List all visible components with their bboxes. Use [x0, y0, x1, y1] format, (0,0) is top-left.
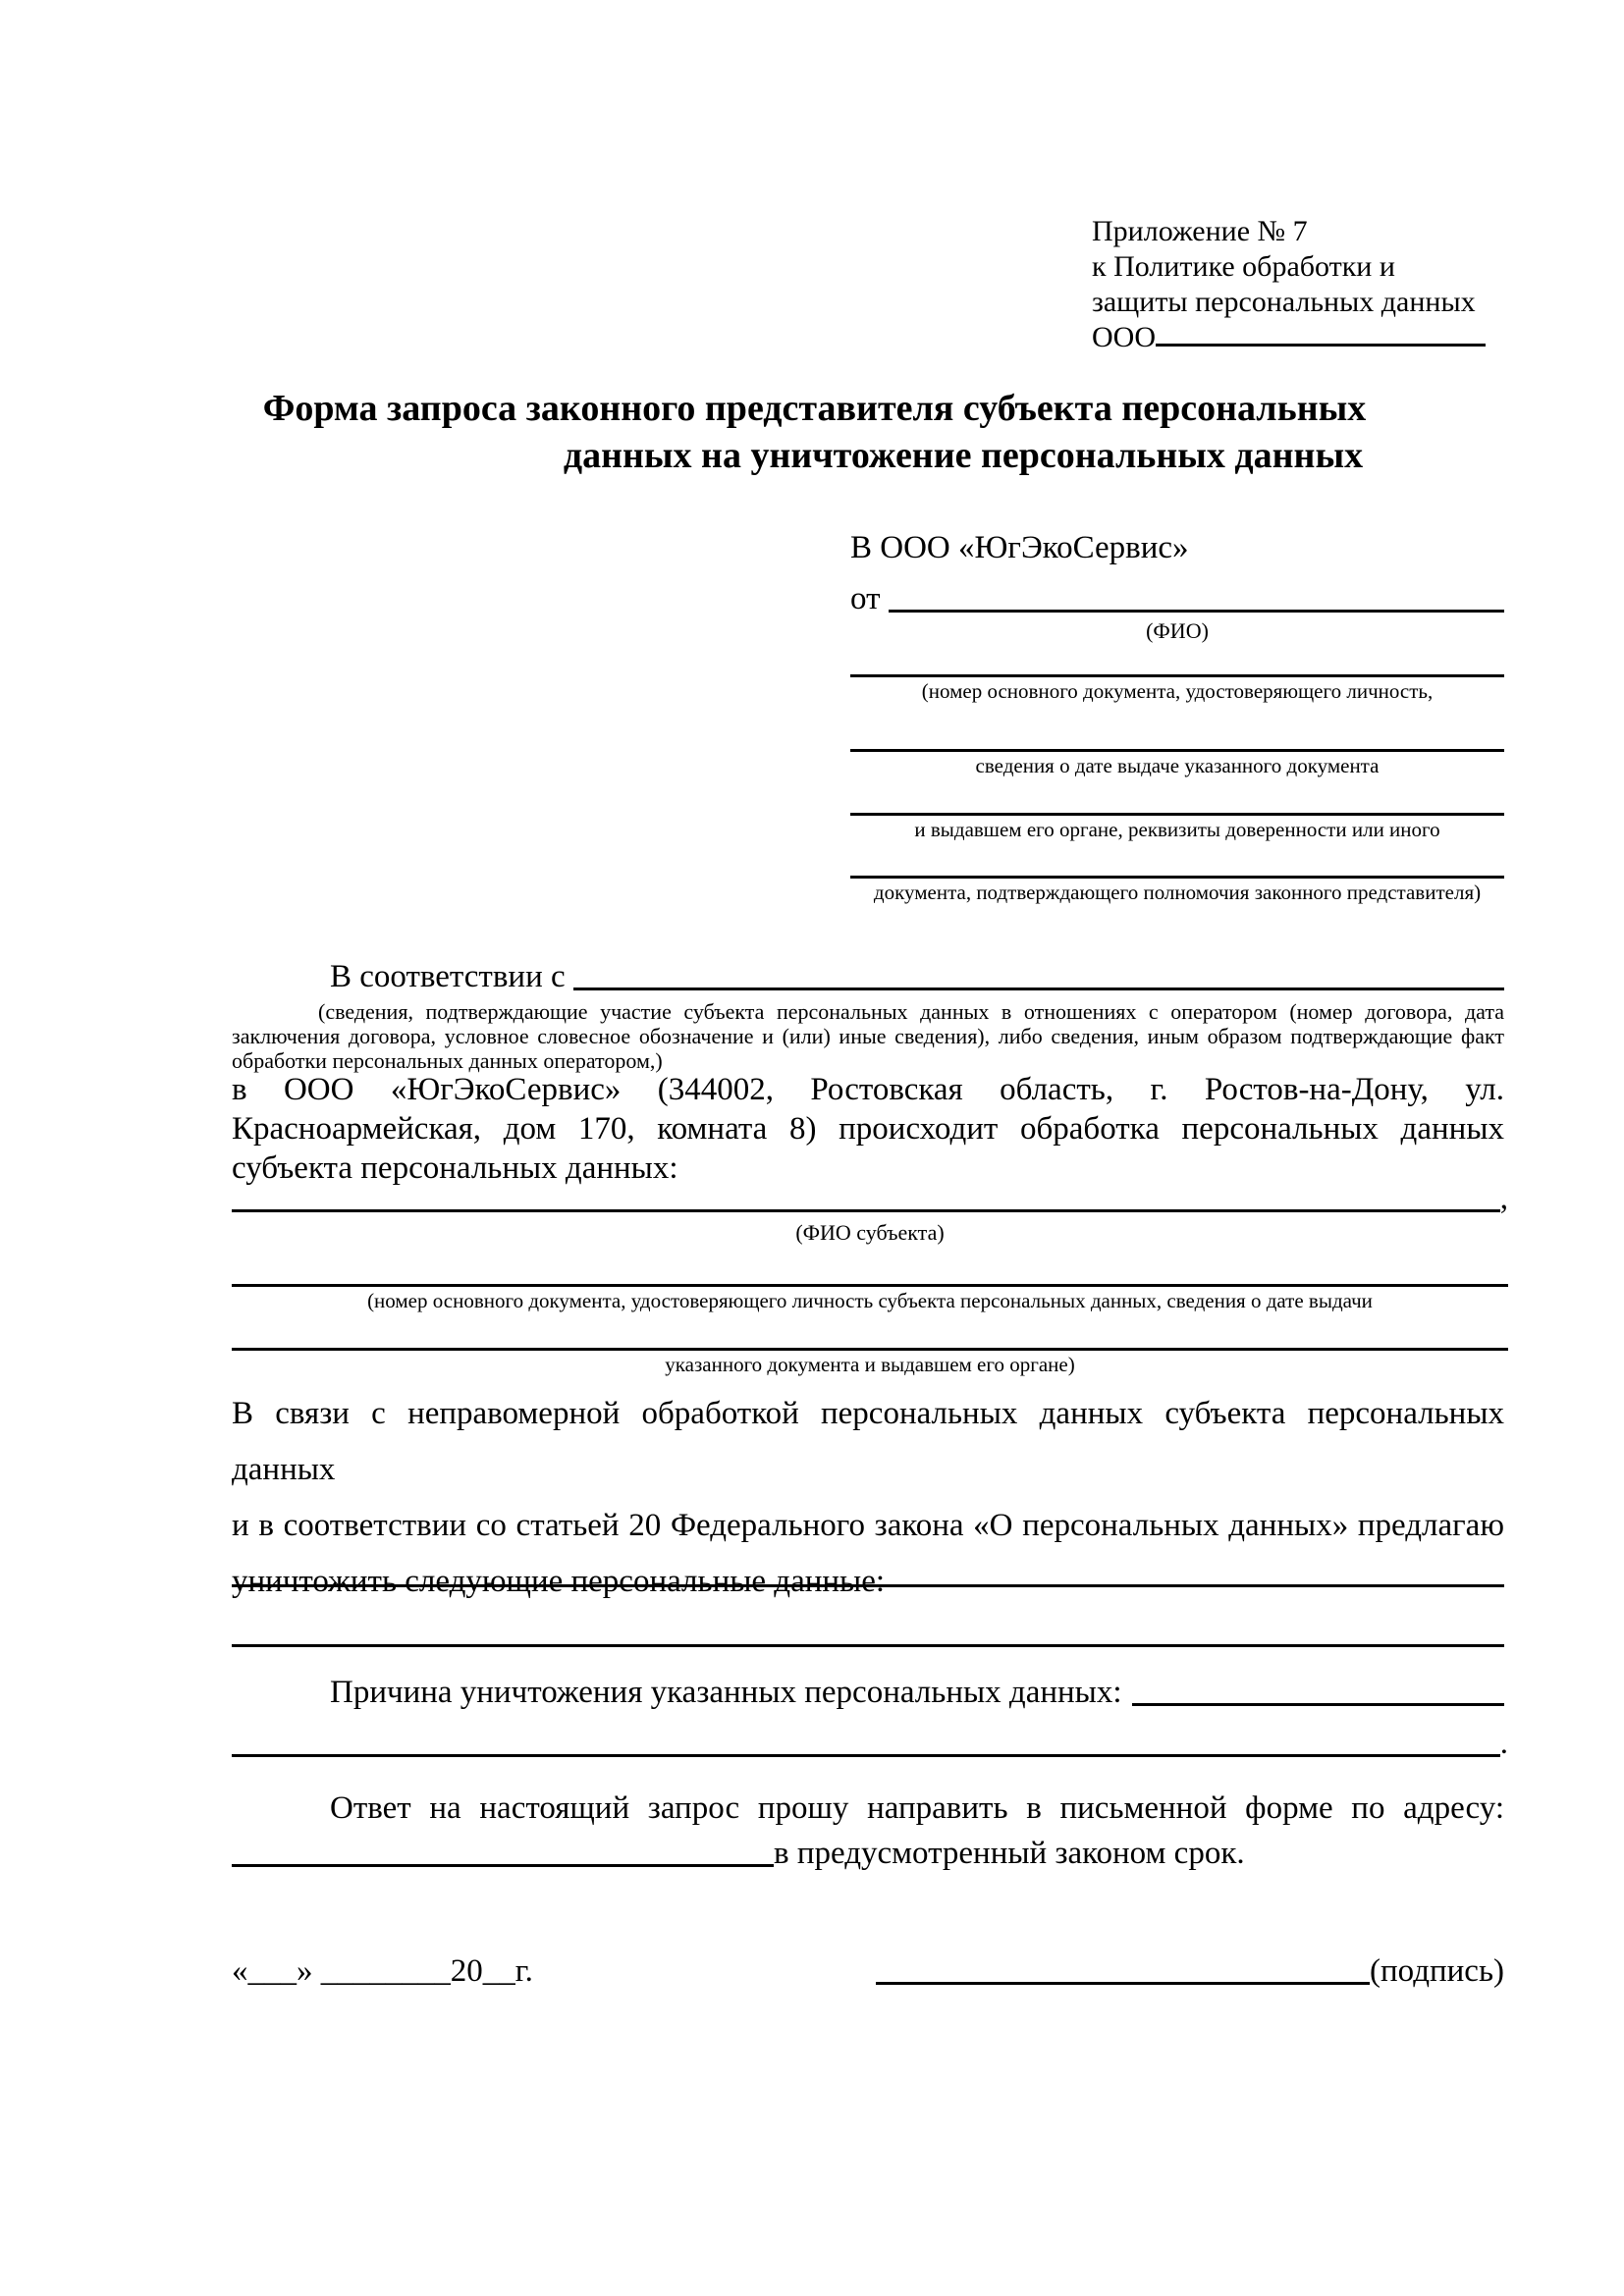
trailing-period: .: [1499, 1726, 1508, 1761]
reason-row: [232, 1671, 1504, 1714]
blank-line: [850, 749, 1504, 752]
org-prefix: ООО: [1092, 321, 1156, 353]
blank-group-2: [850, 749, 1504, 778]
subject-doc-group-1: [232, 1284, 1508, 1313]
request-paragraph: [232, 1386, 1504, 1610]
date-template: «___» ________20__г.: [232, 1953, 533, 1989]
addressee-to: В ООО «ЮгЭкоСервис»: [850, 530, 1189, 565]
appendix-header: [1092, 214, 1514, 355]
caption-subject-doc2: указанного документа и выдавшем его органе): [665, 1353, 1075, 1376]
blank-group-3: [850, 813, 1504, 842]
reason-continuation-blank: [232, 1754, 1500, 1757]
request-line3: уничтожить следующие персональные данные:: [232, 1564, 886, 1599]
footer-row: [232, 1951, 1504, 1991]
accordance-blank: [573, 988, 1504, 990]
accordance-label: В соответствии с: [330, 959, 566, 994]
signature-caption: (подпись): [1370, 1953, 1504, 1989]
caption-id-number: (номер основного документа, удостоверяющего личность,: [921, 679, 1434, 703]
title-line1: Форма запроса законного представителя субъекта персональных: [262, 388, 1367, 429]
caption-subject-doc1: (номер основного документа, удостоверяющего личность субъекта персональных данных, сведения о дате выдачи: [367, 1289, 1373, 1312]
org-name-blank: [1156, 340, 1486, 347]
from-name-blank: [889, 610, 1504, 613]
address-row: [232, 1834, 1504, 1873]
request-line2: и в соответствии со статьей 20 Федерального закона «О персональных данных» предлагаю: [232, 1508, 1504, 1543]
signature-blank: [876, 1982, 1370, 1985]
appendix-number: Приложение № 7: [1092, 215, 1308, 247]
request-line1: В связи с неправомерной обработкой персональных данных субъекта персональных данных: [232, 1396, 1504, 1487]
blank-line: [850, 813, 1504, 816]
note-line3: обработки персональных данных оператором,): [232, 1048, 663, 1073]
blank-line: [232, 1284, 1508, 1287]
processing-paragraph: [232, 1070, 1504, 1188]
caption-fio: (ФИО): [1146, 618, 1209, 643]
reason-blank: [1132, 1703, 1504, 1706]
trailing-comma: ,: [1499, 1181, 1508, 1216]
caption-subject-fio: (ФИО субъекта): [795, 1220, 945, 1245]
from-row: [850, 579, 1504, 618]
data-blank-line-1: [232, 1584, 1504, 1587]
accordance-note: [232, 999, 1504, 1073]
subject-block: [232, 1179, 1508, 1377]
blank-group-1: [850, 674, 1504, 704]
address-blank: [232, 1864, 774, 1867]
subject-fio-blank: [232, 1209, 1500, 1212]
caption-authority-document: документа, подтверждающего полномочия законного представителя): [873, 881, 1482, 904]
accordance-row: [232, 957, 1504, 996]
blank-line: [232, 1348, 1508, 1351]
answer-paragraph: Ответ на настоящий запрос прошу направить в письменной форме по адресу:: [330, 1790, 1504, 1826]
title-line2: данных на уничтожение персональных данных: [563, 435, 1364, 476]
blank-line: [850, 876, 1504, 879]
note-line2: заключения договора, условное словесное обозначение и (или) иные сведения), либо сведения, иным образом подтверждающие факт: [232, 1024, 1504, 1048]
caption-issuing-authority: и выдавшем его органе, реквизиты доверенности или иного: [914, 818, 1440, 841]
subject-fio-row: [232, 1179, 1508, 1218]
reason-label: Причина уничтожения указанных персональных данных:: [330, 1675, 1122, 1710]
subject-doc-group-2: [232, 1348, 1508, 1377]
processing-line3: субъекта персональных данных:: [232, 1150, 678, 1186]
org-line: [1092, 320, 1514, 355]
address-suffix: в предусмотренный законом срок.: [774, 1836, 1245, 1871]
blank-group-4: [850, 876, 1504, 905]
processing-line2: Красноармейская, дом 170, комната 8) происходит обработка персональных данных: [232, 1111, 1504, 1147]
processing-line1: в ООО «ЮгЭкоСервис» (344002, Ростовская область, г. Ростов-на-Дону, ул.: [232, 1072, 1504, 1107]
document-title: [232, 385, 1504, 479]
appendix-policy-line2: защиты персональных данных: [1092, 286, 1476, 318]
appendix-policy-line1: к Политике обработки и: [1092, 250, 1395, 283]
data-blank-line-2: [232, 1644, 1504, 1647]
blank-line: [850, 674, 1504, 677]
signature-group: [876, 1951, 1504, 1991]
from-label: от: [850, 581, 881, 616]
reason-continuation-row: [232, 1724, 1508, 1763]
caption-issue-date: сведения о дате выдаче указанного документа: [975, 754, 1380, 777]
note-line1: (сведения, подтверждающие участие субъекта персональных данных в отношениях с оператором (номер договора, дата: [318, 999, 1504, 1024]
addressee-block: [850, 528, 1504, 905]
